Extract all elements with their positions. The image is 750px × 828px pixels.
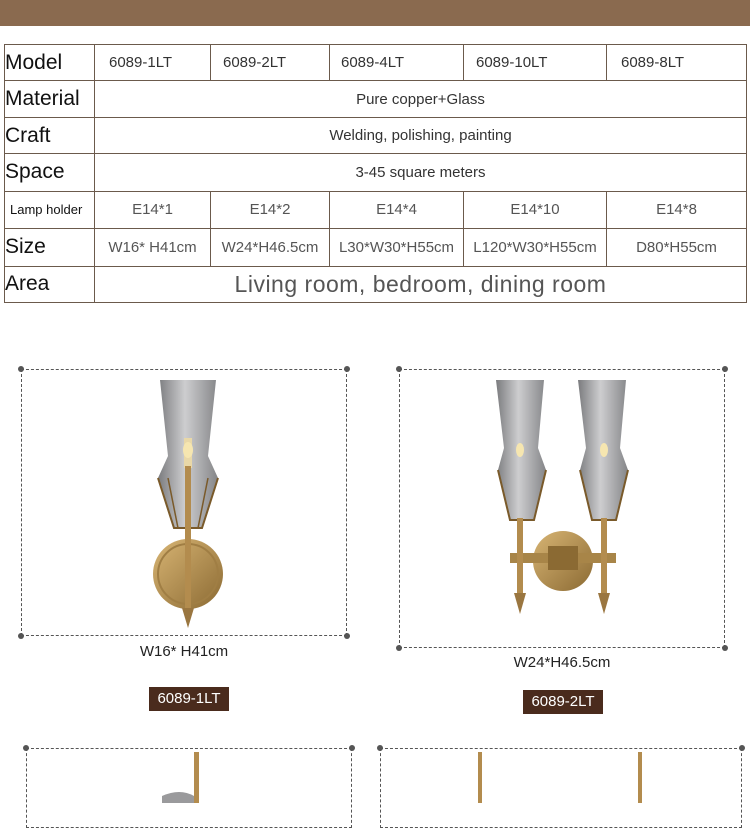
model-label: Model <box>5 45 95 81</box>
row-space <box>5 154 747 191</box>
area-label: Area <box>5 266 95 302</box>
row-lamp-holder <box>5 191 747 228</box>
wall-lamp-4lt-image <box>150 752 230 803</box>
frame-corner-dot <box>377 745 383 751</box>
model-3: 6089-4LT <box>330 45 464 81</box>
frame-corner-dot <box>722 366 728 372</box>
frame-corner-dot <box>739 745 745 751</box>
wall-lamp-1lt-image <box>140 378 240 630</box>
row-craft <box>5 117 747 153</box>
row-model <box>5 45 747 81</box>
frame-corner-dot <box>722 645 728 651</box>
size-4: L120*W30*H55cm <box>464 229 607 266</box>
size-label: Size <box>5 229 95 266</box>
size-2: W24*H46.5cm <box>211 229 330 266</box>
top-banner-bar <box>0 0 750 26</box>
size-3: L30*W30*H55cm <box>330 229 464 266</box>
size-1: W16* H41cm <box>95 229 211 266</box>
material-value: Pure copper+Glass <box>95 81 747 117</box>
lamp-holder-5: E14*8 <box>607 191 747 228</box>
space-label: Space <box>5 154 95 191</box>
row-material <box>5 81 747 117</box>
frame-corner-dot <box>349 745 355 751</box>
space-value: 3-45 square meters <box>95 154 747 191</box>
frame-corner-dot <box>23 745 29 751</box>
product-size-2: W24*H46.5cm <box>513 654 611 671</box>
frame-corner-dot <box>344 366 350 372</box>
row-size <box>5 229 747 266</box>
wall-lamp-2lt-image <box>480 378 650 618</box>
model-4: 6089-10LT <box>464 45 607 81</box>
lamp-holder-2: E14*2 <box>211 191 330 228</box>
size-5: D80*H55cm <box>607 229 747 266</box>
frame-corner-dot <box>344 633 350 639</box>
area-value: Living room, bedroom, dining room <box>95 266 747 302</box>
lamp-holder-3: E14*4 <box>330 191 464 228</box>
frame-corner-dot <box>396 645 402 651</box>
model-1: 6089-1LT <box>95 45 211 81</box>
product-model-badge-1: 6089-1LT <box>149 687 229 711</box>
material-label: Material <box>5 81 95 117</box>
lamp-holder-1: E14*1 <box>95 191 211 228</box>
frame-corner-dot <box>396 366 402 372</box>
product-size-1: W16* H41cm <box>139 643 229 660</box>
craft-label: Craft <box>5 117 95 153</box>
spec-table <box>4 44 747 303</box>
model-5: 6089-8LT <box>607 45 747 81</box>
product-model-badge-2: 6089-2LT <box>523 690 603 714</box>
model-2: 6089-2LT <box>211 45 330 81</box>
craft-value: Welding, polishing, painting <box>95 117 747 153</box>
row-area <box>5 266 747 302</box>
chandelier-image <box>470 752 650 803</box>
lamp-holder-label: Lamp holder <box>5 191 95 228</box>
frame-corner-dot <box>18 633 24 639</box>
frame-corner-dot <box>18 366 24 372</box>
lamp-holder-4: E14*10 <box>464 191 607 228</box>
